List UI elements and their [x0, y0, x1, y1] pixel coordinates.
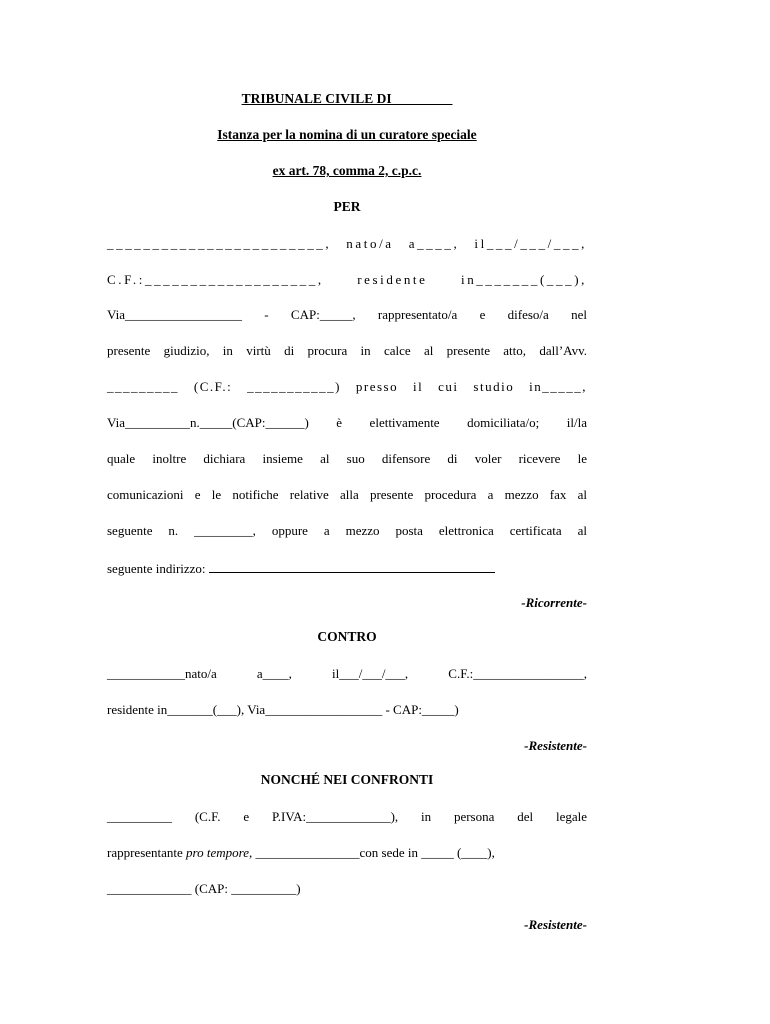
ricorrente-line-10	[107, 559, 587, 577]
address-blank	[209, 559, 495, 573]
article-reference: ex art. 78, comma 2, c.p.c.	[272, 163, 422, 178]
per-heading: PER	[333, 199, 361, 214]
resistente-role-2: -Resistente-	[524, 917, 587, 932]
pro-tempore-text: pro tempore	[186, 845, 249, 860]
nonche-line-1: __________ (C.F. e P.IVA:_____________), in persona del legale	[107, 809, 587, 824]
contro-heading: CONTRO	[317, 629, 377, 644]
ricorrente-line-8: comunicazioni e le notifiche relative alla presente procedura a mezzo fax al	[107, 487, 587, 502]
ricorrente-line-2: C.F.:___________________, residente in_______(___),	[107, 272, 587, 287]
ricorrente-line-3: Via__________________ - CAP:_____, rappresentato/a e difeso/a nel	[107, 307, 587, 322]
nonche-line-2-end: , ________________con sede in _____ (____),	[249, 845, 495, 860]
ricorrente-line-5: _________ (C.F.: ___________) presso il cui studio in_____,	[107, 379, 587, 394]
nonche-heading: NONCHÉ NEI CONFRONTI	[260, 772, 434, 787]
ricorrente-line-6: Via__________n._____(CAP:______) è elettivamente domiciliata/o; il/la	[107, 415, 587, 430]
document-title: Istanza per la nomina di un curatore speciale	[217, 127, 477, 142]
ricorrente-line-7: quale inoltre dichiara insieme al suo difensore di voler ricevere le	[107, 451, 587, 466]
contro-line-2: residente in_______(___), Via__________________ - CAP:_____)	[107, 702, 459, 717]
court-heading: TRIBUNALE CIVILE DI_________	[241, 91, 453, 106]
ricorrente-line-9: seguente n. _________, oppure a mezzo posta elettronica certificata al	[107, 523, 587, 538]
address-label: seguente indirizzo:	[107, 561, 206, 576]
nonche-line-3: _____________ (CAP: __________)	[107, 881, 301, 896]
ricorrente-role: -Ricorrente-	[521, 595, 587, 610]
resistente-role-1: -Resistente-	[524, 738, 587, 753]
nonche-line-2-start: rappresentante	[107, 845, 183, 860]
contro-line-1: ____________nato/a a____, il___/___/___, C.F.:_________________,	[107, 666, 587, 681]
ricorrente-line-1: ________________________, nato/a a____, il___/___/___,	[107, 236, 587, 251]
nonche-line-2	[107, 845, 587, 861]
ricorrente-line-4: presente giudizio, in virtù di procura in calce al presente atto, dall’Avv.	[107, 343, 587, 358]
